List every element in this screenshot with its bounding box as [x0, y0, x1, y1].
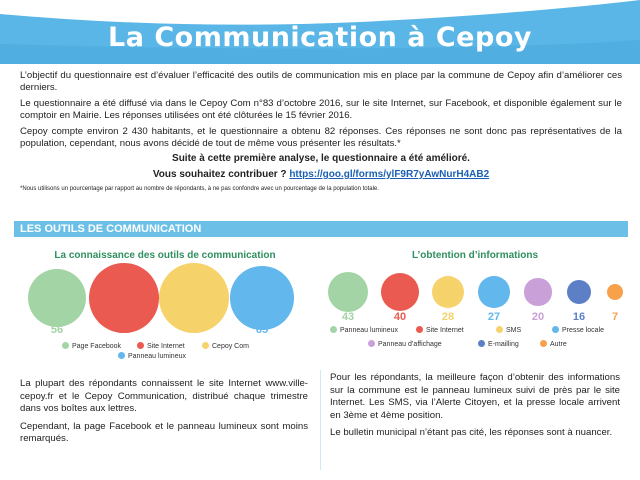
bubble-site-internet [381, 273, 420, 312]
section-title: LES OUTILS DE COMMUNICATION [20, 223, 202, 235]
footnote: *Nous utilisons un pourcentage par rapport au nombre de répondants, à ne pas confondre avec un pourcentage de la population totale. [20, 186, 379, 193]
column-divider [320, 370, 321, 470]
left-paragraph-1: La plupart des répondants connaissent le site Internet www.ville-cepoy.fr et le Cepoy Communication, distribué chaque trimestre dans vos boîtes aux lettres. [20, 378, 308, 415]
left-paragraph-2: Cependant, la page Facebook et le panneau lumineux sont moins remarqués. [20, 420, 308, 445]
legend-item-autre: Autre [540, 340, 567, 348]
legend-item-page-facebook: Page Facebook [62, 342, 121, 350]
intro-paragraph-2: Le questionnaire a été diffusé via dans le Cepoy Com n°83 d’octobre 2016, sur le site Internet, sur Facebook, et disponible également sur le comptoir en Mairie. Les réponses utilisées ont été clôturées le 15 février 2016. [20, 97, 622, 122]
bubble-panneau-d-affichage [524, 278, 551, 305]
bubble-value-label: 40 [393, 311, 407, 323]
legend-item-presse-locale: Presse locale [552, 326, 604, 334]
page-title: La Communication à Cepoy [108, 22, 532, 53]
legend-item-site-internet: Site Internet [416, 326, 464, 334]
bubble-value-label: 43 [341, 311, 355, 323]
intro-paragraph-4: Suite à cette première analyse, le questionnaire a été amélioré. [172, 153, 470, 165]
legend-item-panneau-lumineux: Panneau lumineux [118, 352, 186, 360]
bubble-value-label: 78 [117, 324, 131, 336]
contribute-line [20, 169, 622, 181]
bubble-panneau-lumineux [328, 272, 368, 312]
legend-item-cepoy-com: Cepoy Com [202, 342, 249, 350]
intro-text [20, 70, 622, 193]
bubble-e-mailling [567, 280, 591, 304]
bubble-value-label: 65 [255, 324, 269, 336]
legend-item-sms: SMS [496, 326, 521, 334]
intro-paragraph-1: L’objectif du questionnaire est d’évaluer l’efficacité des outils de communication mis en place par la commune de Cepoy afin d’améliorer ces derniers. [20, 70, 622, 94]
right-paragraph-1: Pour les répondants, la meilleure façon d’obtenir des informations sur la commune est le panneau lumineux suivi de près par le site Internet. Les SMS, via l’Alerte Citoyen, et la presse locale arrivent en 3ème et 4ème position. [330, 372, 620, 421]
legend-item-site-internet: Site Internet [137, 342, 185, 350]
bubble-value-label: 79 [187, 324, 201, 336]
legend-item-e-mailling: E-mailling [478, 340, 519, 348]
bubble-page-facebook [28, 269, 87, 328]
bubble-value-label: 28 [441, 311, 455, 323]
header-banner [0, 0, 640, 64]
bubble-value-label: 7 [611, 311, 619, 323]
chart-title-connaissance: La connaissance des outils de communication [54, 250, 276, 261]
bubble-value-label: 20 [531, 311, 545, 323]
right-commentary [330, 372, 620, 445]
right-paragraph-2: Le bulletin municipal n’étant pas cité, les réponses sont à nuancer. [330, 427, 613, 439]
bubble-value-label: 16 [572, 311, 586, 323]
left-commentary [20, 378, 308, 451]
bubble-panneau-lumineux [230, 266, 293, 329]
bubble-cepoy-com [159, 263, 229, 333]
bubble-value-label: 27 [487, 311, 501, 323]
bubble-autre [607, 284, 623, 300]
bubble-presse-locale [478, 276, 510, 308]
contribute-label: Vous souhaitez contribuer ? [152, 168, 287, 180]
survey-link[interactable]: https://goo.gl/forms/ylF9R7yAwNurH4AB2 [289, 168, 490, 180]
legend-item-panneau-affichage: Panneau d’affichage [368, 340, 442, 348]
bubble-sms [432, 276, 464, 308]
bubble-value-label: 56 [50, 324, 64, 336]
bubble-site-internet [89, 263, 159, 333]
legend-item-panneau-lumineux: Panneau lumineux [330, 326, 398, 334]
intro-paragraph-3: Cepoy compte environ 2 430 habitants, et le questionnaire a obtenu 82 réponses. Ces réponses ne sont donc pas représentatives de la population, cependant, nous avons décidé de tout de même vous présenter les résultats.* [20, 125, 622, 150]
section-header [14, 221, 628, 237]
chart-title-obtention: L’obtention d’informations [411, 250, 539, 261]
